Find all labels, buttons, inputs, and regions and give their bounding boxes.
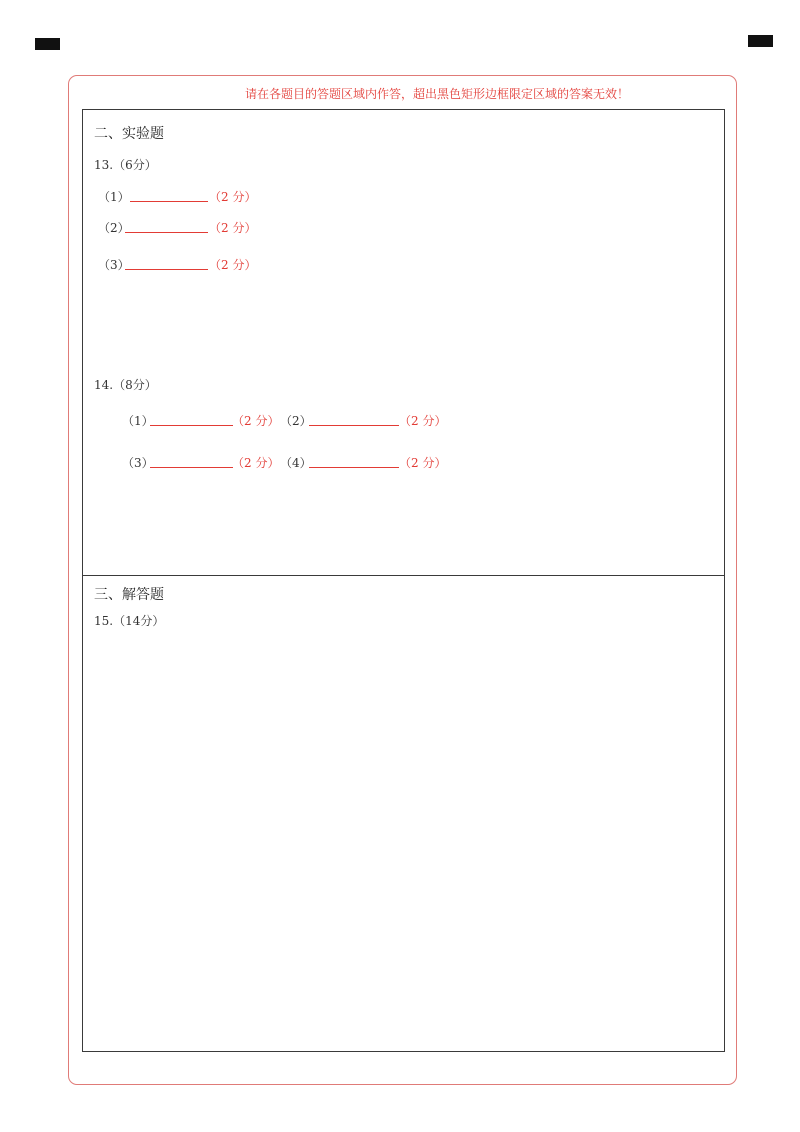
- q13-item-2-score: （2 分）: [209, 221, 257, 235]
- q14-item-4-blank[interactable]: [309, 467, 399, 468]
- q15-answer-area[interactable]: [90, 640, 718, 1044]
- q13-item-2-number: （2）: [98, 221, 130, 235]
- q14-item-4-score: （2 分）: [399, 456, 447, 470]
- question-15-label: 15.（14分）: [94, 614, 165, 628]
- section-title-experiment: 二、实验题: [94, 126, 164, 142]
- question-13-label: 13.（6分）: [94, 158, 157, 172]
- q14-item-2-number: （2）: [280, 414, 312, 428]
- q14-item-1-blank[interactable]: [150, 425, 233, 426]
- q14-item-3-score: （2 分）: [232, 456, 280, 470]
- q13-item-1-score: （2 分）: [209, 190, 257, 204]
- q13-item-1-number: （1）: [98, 190, 130, 204]
- q13-item-3-score: （2 分）: [209, 258, 257, 272]
- q14-item-2-blank[interactable]: [309, 425, 399, 426]
- q14-item-1-number: （1）: [122, 414, 154, 428]
- section-title-solutions: 三、解答题: [94, 587, 164, 603]
- q13-item-3-number: （3）: [98, 258, 130, 272]
- q13-item-2-blank[interactable]: [125, 232, 208, 233]
- q13-item-3-blank[interactable]: [125, 269, 208, 270]
- q14-item-3-number: （3）: [122, 456, 154, 470]
- q14-item-3-blank[interactable]: [150, 467, 233, 468]
- q14-item-1-score: （2 分）: [232, 414, 280, 428]
- question-14-label: 14.（8分）: [94, 378, 157, 392]
- section-divider: [82, 575, 725, 576]
- q13-item-1-blank[interactable]: [130, 201, 208, 202]
- alignment-marker-right: [748, 35, 773, 47]
- q14-item-2-score: （2 分）: [399, 414, 447, 428]
- answer-area-notice: 请在各题目的答题区域内作答，超出黑色矩形边框限定区域的答案无效！: [245, 87, 630, 101]
- alignment-marker-left: [35, 38, 60, 50]
- q14-item-4-number: （4）: [280, 456, 312, 470]
